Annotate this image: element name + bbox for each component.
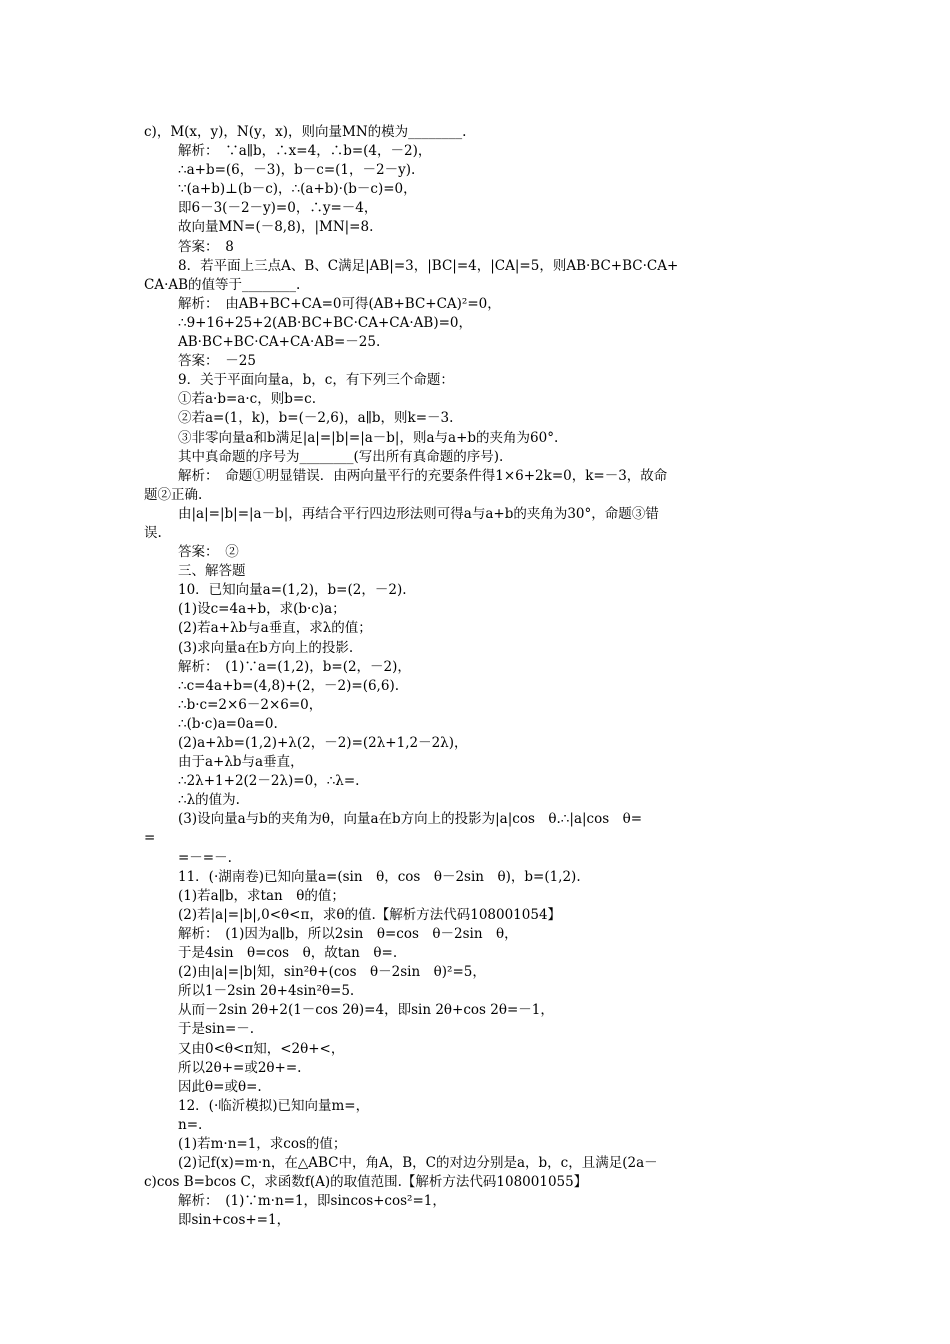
text-line: ∴λ的值为. [178,792,240,809]
text-line: 10．已知向量a=(1,2)，b=(2，－2). [178,582,407,599]
text-line: =－=－. [178,849,232,866]
text-line: (2)记f(x)=m·n，在△ABC中，角A，B，C的对边分别是a，b，c，且满足(2a－ [178,1155,658,1172]
text-line: 解析： (1)∵m·n=1，即sincos+cos²=1， [178,1193,446,1210]
text-line: 由|a|=|b|=|a－b|，再结合平行四边形法则可得a与a+b的夹角为30°，命题③错 [178,505,659,522]
text-line: ②若a=(1，k)，b=(－2,6)，a∥b，则k=－3. [178,410,454,427]
text-line: 题②正确. [144,486,203,503]
text-line: ①若a·b=a·c，则b=c. [178,391,316,408]
text-line: 8．若平面上三点A、B、C满足|AB|=3，|BC|=4，|CA|=5，则AB·BC+BC·CA+ [178,257,679,274]
text-line: 三、解答题 [178,563,246,580]
text-line: 所以1－2sin 2θ+4sin²θ=5. [178,983,355,1000]
text-line: (3)求向量a在b方向上的投影. [178,639,354,656]
text-line: 于是sin=－. [178,1021,255,1038]
text-line: 从而－2sin 2θ+2(1－cos 2θ)=4，即sin 2θ+cos 2θ=－1， [178,1002,554,1019]
text-line: (1)若a∥b，求tan θ的值； [178,887,345,904]
text-line: ③非零向量a和b满足|a|=|b|=|a－b|，则a与a+b的夹角为60°. [178,429,559,446]
text-line: 解析： 由AB+BC+CA=0可得(AB+BC+CA)²=0， [178,295,501,312]
text-line: 由于a+λb与a垂直， [178,754,304,771]
text-line: 于是4sin θ=cos θ，故tan θ=. [178,945,398,962]
text-line: AB·BC+BC·CA+CA·AB=－25. [178,334,381,351]
text-line: (2)若a+λb与a垂直，求λ的值； [178,620,372,637]
text-line: (2)若|a|=|b|,0<θ<π，求θ的值.【解析方法代码108001054】 [178,906,562,923]
text-line: 11．(·湖南卷)已知向量a=(sin θ，cos θ－2sin θ)，b=(1,2). [178,868,581,885]
text-line: = [144,830,156,847]
text-line: ∴a+b=(6，－3)，b－c=(1，－2－y). [178,162,416,179]
text-line: ∴c=4a+b=(4,8)+(2，－2)=(6,6). [178,677,399,694]
text-line: 解析： ∵a∥b，∴x=4，∴b=(4，－2)， [178,143,432,160]
text-line: (1)若m·n=1，求cos的值； [178,1135,347,1152]
text-line: ∴2λ+1+2(2－2λ)=0，∴λ=. [178,773,360,790]
text-line: ∴9+16+25+2(AB·BC+BC·CA+CA·AB)=0， [178,314,472,331]
text-line: 解析： 命题①明显错误．由两向量平行的充要条件得1×6+2k=0，k=－3，故命 [178,467,668,484]
text-line: 即sin+cos+=1， [178,1212,291,1229]
text-line: 所以2θ+=或2θ+=. [178,1059,302,1076]
text-line: (1)设c=4a+b，求(b·c)a； [178,601,346,618]
document-body [144,123,809,1230]
text-line: (2)由|a|=|b|知，sin²θ+(cos θ－2sin θ)²=5， [178,964,486,981]
text-line: 因此θ=或θ=. [178,1078,262,1095]
text-line: 解析： (1)因为a∥b，所以2sin θ=cos θ－2sin θ， [178,925,518,942]
text-line: 故向量MN=(－8,8)，|MN|=8. [178,219,374,236]
text-line: 答案： ② [178,544,239,561]
text-line: (3)设向量a与b的夹角为θ，向量a在b方向上的投影为|a|cos θ.∴|a|cos θ= [178,811,643,828]
text-line: 12．(·临沂模拟)已知向量m=， [178,1097,370,1114]
text-line: CA·AB的值等于________. [144,276,301,293]
text-line: 其中真命题的序号为________(写出所有真命题的序号). [178,448,504,465]
text-line: n=. [178,1116,203,1133]
text-line: ∵(a+b)⊥(b－c)，∴(a+b)·(b－c)=0， [178,181,417,198]
text-line: 又由0<θ<π知，<2θ+<， [178,1040,345,1057]
text-line: 解析： (1)∵a=(1,2)，b=(2，－2)， [178,658,411,675]
text-line: c)cos B=bcos C，求函数f(A)的取值范围.【解析方法代码108001055】 [144,1174,588,1191]
text-line: 答案： －25 [178,353,256,370]
text-line: ∴(b·c)a=0a=0. [178,715,278,732]
text-line: 误. [144,524,162,541]
text-line: 9．关于平面向量a，b，c，有下列三个命题： [178,372,454,389]
text-line: c)，M(x，y)，N(y，x)，则向量MN的模为________. [144,124,467,140]
text-line: (2)a+λb=(1,2)+λ(2，－2)=(2λ+1,2－2λ)， [178,735,468,751]
text-line: 即6－3(－2－y)=0，∴y=－4， [178,200,378,217]
text-line: ∴b·c=2×6－2×6=0， [178,696,323,713]
text-line: 答案： 8 [178,238,234,255]
